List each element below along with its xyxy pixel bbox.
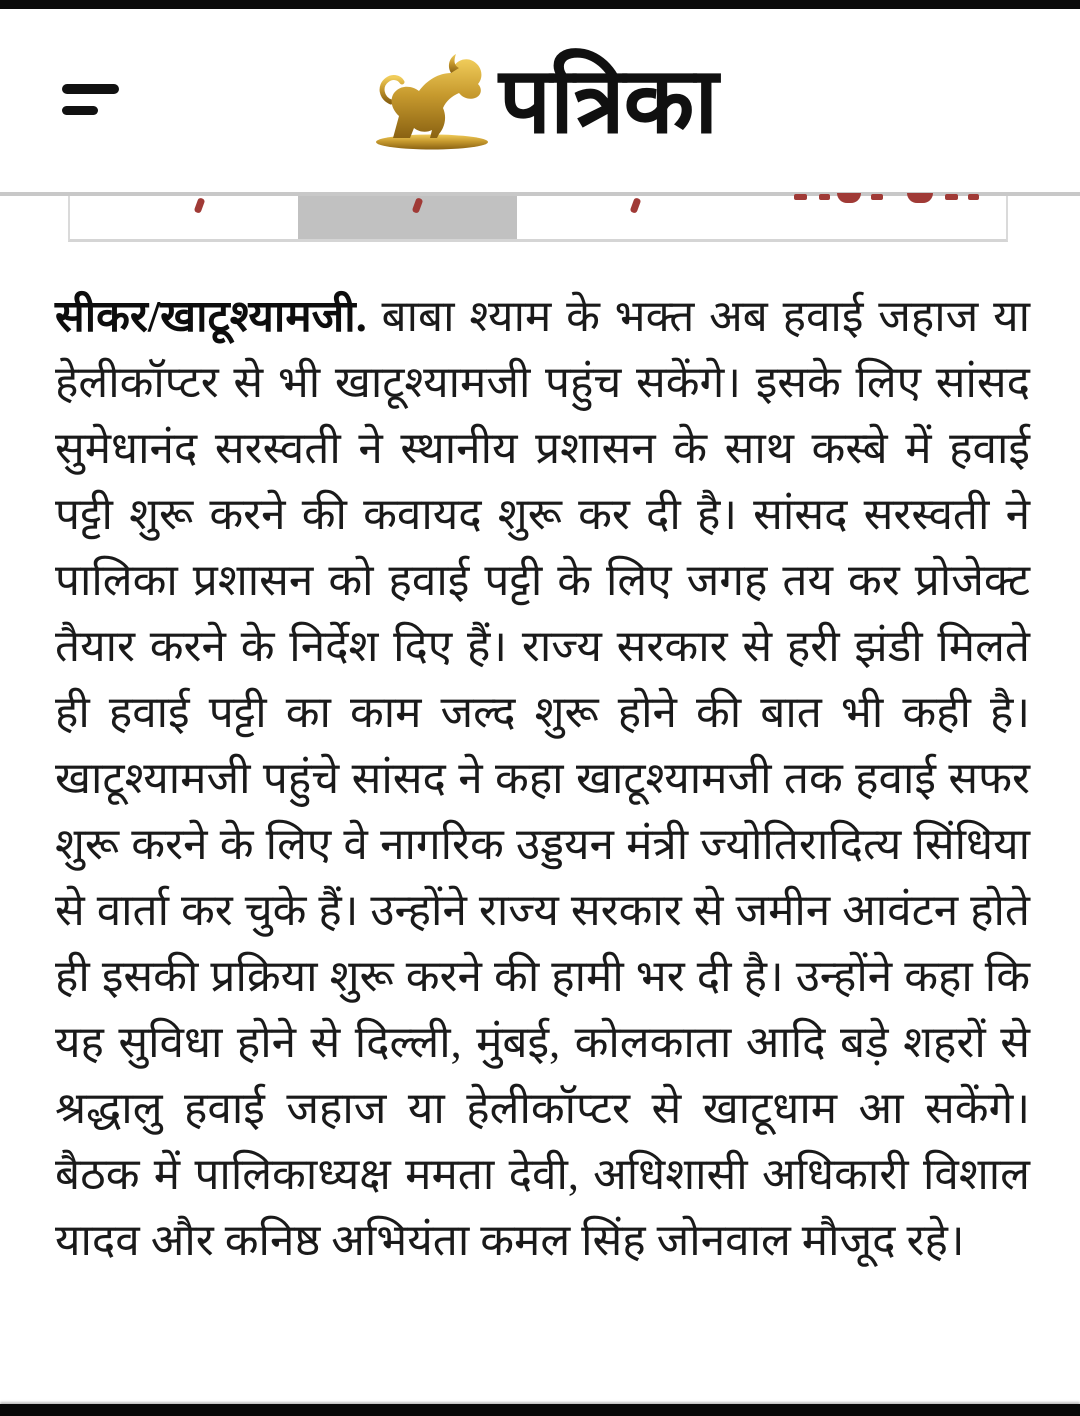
tag-bar-box [68,196,1008,242]
bottom-letterbox-bar [0,1404,1080,1416]
cut-text-fragment [968,194,979,200]
cropped-tag-bar [0,192,1080,246]
cut-text-fragment [837,193,861,203]
article-text: बाबा श्याम के भक्त अब हवाई जहाज या हेलीकॉप्टर से भी खाटूश्यामजी पहुंच सकेंगे। इसके लिए सांसद सुमेधानंद सरस्वती ने स्थानीय प्रशासन के साथ कस्बे में हवाई पट्टी शुरू करने की कवायद शुरू कर दी है। सांसद सरस्वती ने पालिका प्रशासन को हवाई पट्टी के लिए जगह तय कर प्रोजेक्ट तैयार करने के निर्देश दिए हैं। राज्य सरकार से हरी झंडी मिलते ही हवाई पट्टी का काम जल्द शुरू होने की बात भी कही है। खाटूश्यामजी पहुंचे सांसद ने कहा खाटूश्यामजी तक हवाई सफर शुरू करने के लिए वे नागरिक उड्डयन मंत्री ज्योतिरादित्य सिंधिया से वार्ता कर चुके हैं। उन्होंने राज्य सरकार से जमीन आवंटन होते ही इसकी प्रक्रिया शुरू करने की हामी भर दी है। उन्होंने कहा कि यह सुविधा होने से दिल्ली, मुंबई, कोलकाता आदि बड़े शहरों से श्रद्धालु हवाई जहाज या हेलीकॉप्टर से खाटूधाम आ सकेंगे। बैठक में पालिकाध्यक्ष ममता देवी, अधिशासी अधिकारी विशाल यादव और कनिष्ठ अभियंता कमल सिंह जोनवाल मौजूद रहे। [55,292,1031,1265]
hamburger-menu-icon [62,84,124,115]
cut-text-comma-fragment [630,197,642,213]
menu-button[interactable] [58,71,128,127]
cut-text-fragment [945,194,958,200]
cut-text-fragment [871,194,883,200]
app-header [0,9,1080,192]
cut-text-comma-fragment [194,197,206,213]
cut-text-fragment [794,194,807,200]
logo-text: पत्रिका [498,49,718,152]
tag-bar-selected-segment[interactable] [298,196,517,239]
golden-lion-logo-icon [373,46,491,155]
top-letterbox-bar [0,0,1080,9]
article [0,246,1080,1274]
cut-text-fragment [907,193,933,203]
cut-text-fragment [819,194,830,200]
article-paragraph [55,284,1030,1274]
article-dateline: सीकर/खाटूश्यामजी. [55,292,367,341]
patrika-logo[interactable] [373,46,717,155]
